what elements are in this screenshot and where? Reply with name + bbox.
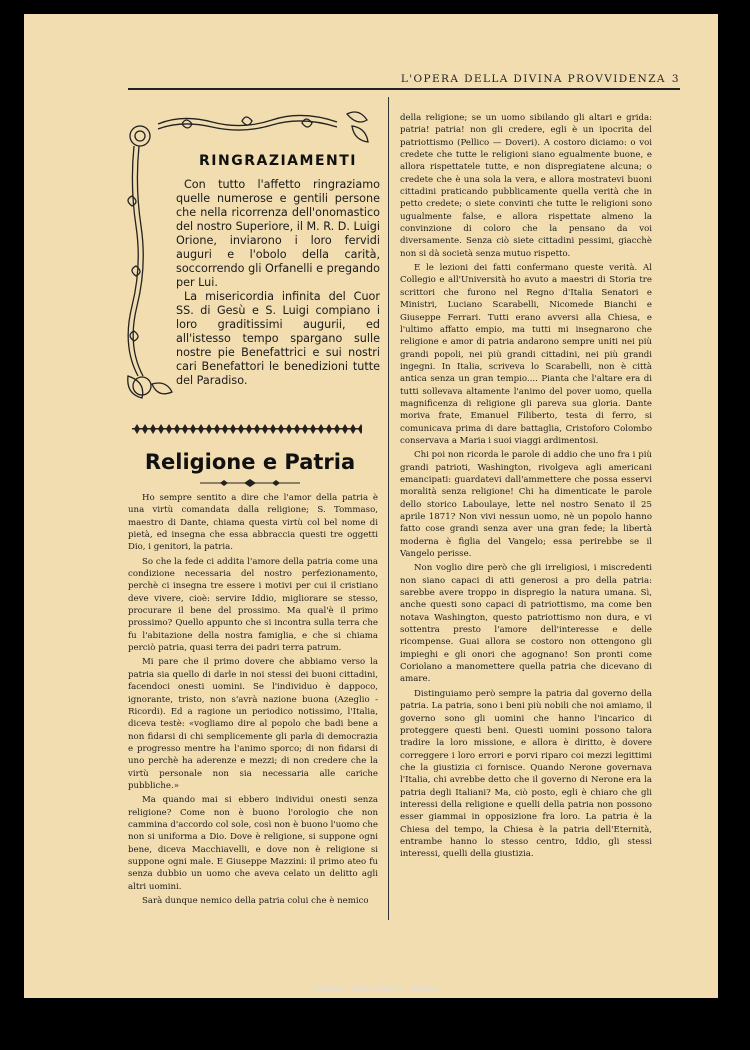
article-paragraph: E le lezioni dei fatti confermano queste verità. Al Collegio e all'Università ho avuto a maestri di Storia tre scrittori che furono nel Regno d'Italia Senatori e Ministri, Luciano Scarabelli, Nicomede Bianchi e Giuseppe Ferrari. Tutti erano avversi alla Chiesa, e l'ultimo affatto empio, ma tutti mi insegnarono che religione e amor di patria andarono sempre uniti nei più grandi popoli, nei più grandi cittadini, nei più grandi ingegni. In Italia, scriveva lo Scarabelli, non è città antica senza un gran tempio.... Pianta che l'altare era di tutti sollevava altamente l'animo del pover uomo, quella magnificenza di religione gli pareva sua gloria. Dante moriva frate, Emanuel Filiberto, testa di ferro, si comunicava prima di dare battaglia, Cristoforo Colombo conservava a Maria i suoi viaggi ardimentosi. xyxy=(400,263,652,446)
article-title: Religione e Patria xyxy=(144,450,356,474)
article-paragraph: Mi pare che il primo dovere che abbiamo verso la patria sia quello di darle in noi stessi dei buoni cittadini, facendoci onesti uomini. Se l'individuo è dappoco, ignorante, tristo, non s'avrà nazione buona (Azeglio - Ricordi). Ed a ragione un periodico notissimo, l'Italia, diceva testè: «vogliamo dire al popolo che badi bene a non fidarsi di chi semplicemente gli parla di democrazia e progresso mentre ha l'animo sporco; di non fidarsi di uno perchè ha aderenze e mezzi; di non credere che la virtù personale non sia necessaria alle cariche pubbliche.» xyxy=(128,657,378,791)
ornament-glyph xyxy=(198,424,204,434)
ornament-glyph xyxy=(286,424,292,434)
ornament-glyph xyxy=(358,424,362,434)
ornament-glyph xyxy=(318,424,324,434)
article-paragraph: della religione; se un uomo sibilando gli altari e grida: patria! patria! non gli credere, egli è un ipocrita del patriottismo (Pellico — Doveri). A costoro diciamo: o voi credete che tutte le religioni siano egualmente buone, e allora rispettatele tutte, e non dispregiatene alcuna; o credete che è una sola la vera, e allora mostratevi buoni cittadini praticando pubblicamente quella verità che in petto credete; o siete convinti che tutte le religioni sono ugualmente false, e allora rispettate almeno la convinzione di coloro che la pensano da voi diversamente. Senza ciò siete cittadini pessimi, giacchè non si dà società senza mutuo rispetto. xyxy=(400,113,652,259)
ornament-glyph xyxy=(182,424,188,434)
running-head-title: L'OPERA DELLA DIVINA PROVVIDENZA xyxy=(400,73,666,85)
ornament-glyph xyxy=(350,424,356,434)
ornament-glyph xyxy=(310,424,316,434)
ornament-glyph xyxy=(326,424,332,434)
article-paragraph: Non voglio dire però che gli irreligiosi, i miscredenti non siano capaci di atti generosi a pro della patria: sarebbe avere troppo in dispregio la natura umana. Sì, anche questi sono capaci di patriottismo, ma come ben notava Washington, questo patriottismo non dura, e vi sottentra presto l'amore dell'interesse e delle ricompense. Guai allora se costoro non ottengono gli impieghi e gli onori che agognano! Son pronti come Coriolano a manomettere quella patria che dicevano di amare. xyxy=(400,563,652,685)
article-paragraph: Chi poi non ricorda le parole di addio che uno fra i più grandi patrioti, Washington, rivolgeva agli americani emancipati: guardatevi dall'ammettere che possa esservi moralità senza religione! Chi ha dimenticate le parole dello storico Laboulaye, lette nel nostro Senato il 25 aprile 1871? Non vivi nessun uomo, nè un popolo hanno fatto cose grandi senza aver una gran fede; la libertà moderna è figlia del Vangelo; essa perirebbe se il Vangelo perisse. xyxy=(400,450,652,560)
ornament-glyph xyxy=(190,424,196,434)
thanks-paragraph: La misericordia infinita del Cuor SS. di Gesù e S. Luigi compiano i loro graditissimi augurii, ed all'istesso tempo spargano sulle nostre pie Benefattrici e sui nostri cari Benefattori le benedizioni tutte del Paradiso. xyxy=(176,290,380,387)
page-number: 3 xyxy=(671,73,680,85)
ornament-glyph xyxy=(206,424,212,434)
article-paragraph: Distinguiamo però sempre la patria dal governo della patria. La patria, sono i beni più nobili che noi amiamo, il governo sono gli uomini che hanno l'incarico di proteggere questi beni. Questi uomini possono talora tradire la loro missione, e allora è diritto, è dovere correggere i loro errori e porvi riparo coi mezzi legittimi che la giustizia ci fornisce. Quando Nerone governava l'Italia, chi avrebbe detto che il governo di Nerone era la patria degli Italiani? Ma, ciò posto, egli è chiaro che gli interessi della religione e quelli della patria non possono esser giammai in opposizione fra loro. La patria è la Chiesa del tempo, la Chiesa è la patria dell'Eternità, entrambe hanno lo stesso centro, Iddio, gli stessi interessi, quelli della giustizia. xyxy=(400,688,652,860)
running-head xyxy=(128,73,680,90)
ornament-glyph xyxy=(134,424,140,434)
ornament-glyph xyxy=(302,424,308,434)
article-paragraph: So che la fede ci addita l'amore della patria come una condizione necessaria del nostro perfezionamento, perchè ci insegna tre essere i motivi per cui il cristiano deve vivere, cioè: servire Iddio, migliorare se stesso, procurare il bene del prossimo. Ma qual'è il primo prossimo? Quello appunto che si incontra sulla terra che fu l'abitazione della nostra famiglia, e che si chiama perciò patria, quasi terra dei padri terra patrum. xyxy=(128,556,378,654)
thanks-body xyxy=(176,178,380,388)
ornamental-divider xyxy=(132,423,362,435)
article-paragraph: Ma quando mai si ebbero individui onesti senza religione? Come non è buono l'orologio che non cammina d'accordo col sole, così non è buono l'uomo che non si uniforma a Dio. Dove è religione, si suppone ogni bene, diceva Macchiavelli, e dove non è religione si suppone ogni male. E Giuseppe Mazzini: il primo ateo fu senza dubbio un uomo che aveva celato un delitto agli altri uomini. xyxy=(128,795,378,892)
ornament-glyph xyxy=(222,424,228,434)
ornament-glyph xyxy=(254,424,260,434)
ornament-glyph xyxy=(270,424,276,434)
article-paragraph: Ho sempre sentito a dire che l'amor della patria è una virtù comandata dalla religione; S. Tommaso, maestro di Dante, chiama questa virtù col bel nome di pietà, ed insegna che essa abbraccia questi tre oggetti Dio, i genitori, la patria. xyxy=(128,493,378,553)
ornament-glyph xyxy=(166,424,172,434)
ornament-glyph xyxy=(150,424,156,434)
article-paragraph: Sarà dunque nemico della patria colui che è nemico xyxy=(142,896,369,906)
ornament-glyph xyxy=(238,424,244,434)
article-column-right xyxy=(400,112,652,863)
ornament-glyph xyxy=(158,424,164,434)
column-rule xyxy=(388,97,389,920)
article-column-left xyxy=(128,492,378,909)
ornament-glyph xyxy=(334,424,340,434)
ornament-glyph xyxy=(294,424,300,434)
thanks-title: RINGRAZIAMENTI xyxy=(199,153,357,169)
ornament-glyph xyxy=(214,424,220,434)
ornament-glyph xyxy=(278,424,284,434)
ornament-glyph xyxy=(246,424,252,434)
ornament-glyph xyxy=(342,424,348,434)
title-ornament xyxy=(200,478,300,488)
ornament-glyph xyxy=(174,424,180,434)
ornament-glyph xyxy=(142,424,148,434)
archive-footer: Archivio Don Orione - Roma xyxy=(312,984,438,995)
ornament-glyph xyxy=(262,424,268,434)
ornament-glyph xyxy=(230,424,236,434)
thanks-paragraph: Con tutto l'affetto ringraziamo quelle numerose e gentili persone che nella ricorrenza dell'onomastico del nostro Superiore, il M. R. D. Luigi Orione, inviarono i loro fervidi auguri e l'obolo della carità, soccorrendo gli Orfanelli e pregando per Lui. xyxy=(176,178,380,289)
